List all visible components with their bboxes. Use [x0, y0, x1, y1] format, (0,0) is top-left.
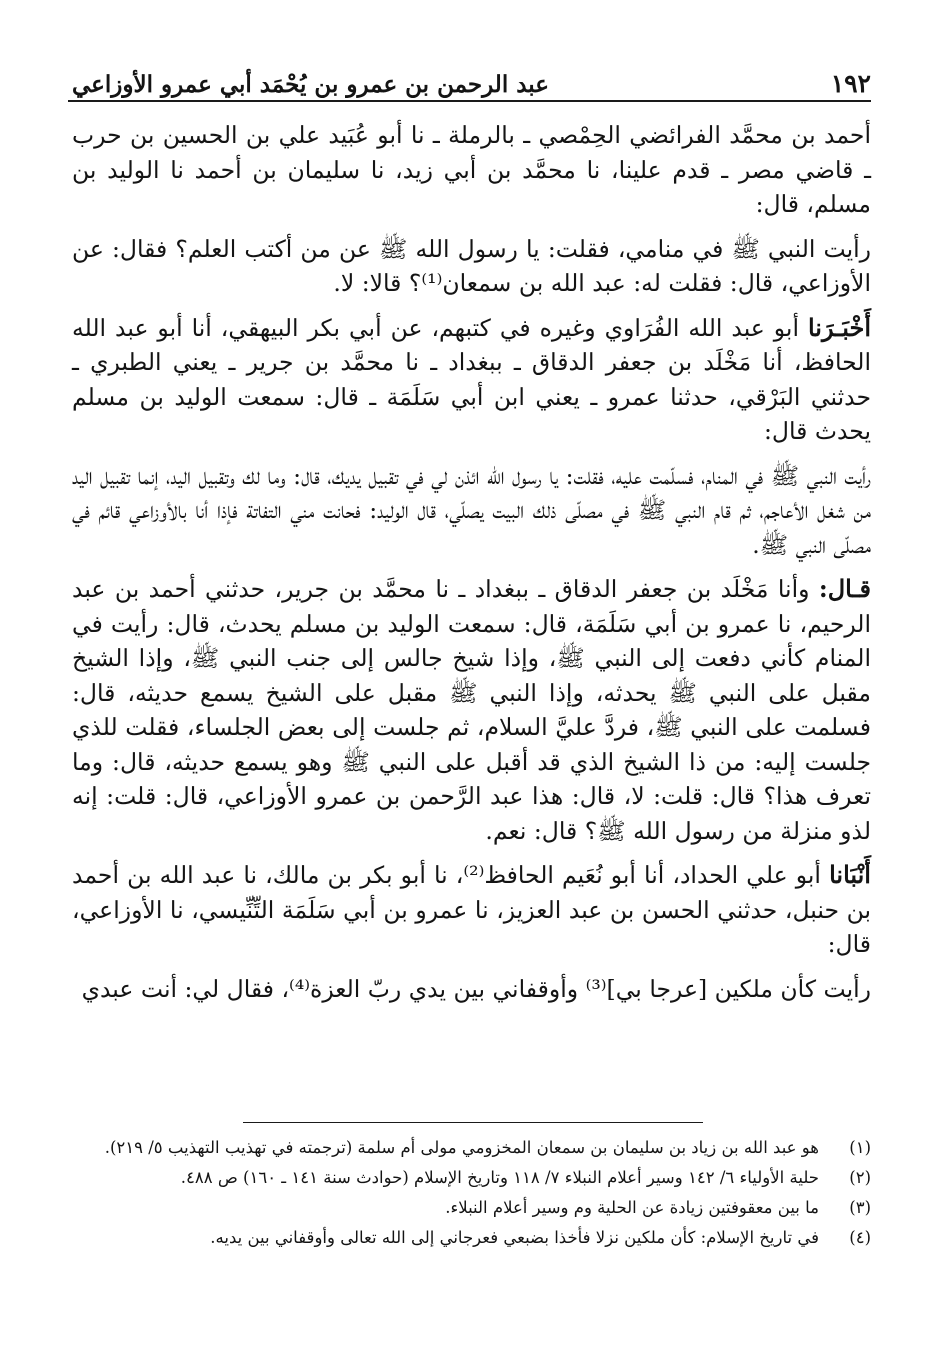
paragraph-text: وأنا مَخْلَد بن جعفر الدقاق ـ ببغداد ـ نا محمَّد بن جرير، حدثني أحمد بن عبد الرحيم، نا عمرو بن أبي سَلَمَة، قال: سمعت الوليد بن مسلم يحدث، قال: رأيت في المنام كأني دفعت إلى النبي ﷺ، وإذا شيخ جالس إلى جنب النبي ﷺ، وإذا الشيخ مقبل على النبي ﷺ يحدثه، وإذا النبي ﷺ مقبل على الشيخ يسمع حديثه، قال: فسلمت على النبي ﷺ، فردَّ عليَّ السلام، ثم جلست إلى بعض الجلساء، فقلت للذي جلست إليه: من ذا الشيخ الذي قد أقبل على النبي ﷺ وهو يسمع حديثه، قال: وما تعرف هذا؟ قال: قلت: لا، قال: هذا عبد الرَّحمن بن عمرو الأوزاعي، قال: قلت: إنه لذو منزلة من رسول الله ﷺ؟ قال: نعم.	[72, 575, 871, 845]
footnote-number: (٤)	[849, 1228, 871, 1247]
footnote-number: (١)	[849, 1138, 871, 1157]
footnote-text: حلية الأولياء ٦/ ١٤٢ وسير أعلام النبلاء ٧/ ١١٨ وتاريخ الإسلام (حوادث سنة ١٤١ ـ ١٦٠) ص ٤٨٨.	[180, 1168, 819, 1187]
paragraph-text: رأيت النبي ﷺ في منامي، فقلت: يا رسول الله ﷺ عن من أكتب العلم؟ فقال: عن الأوزاعي، قال: فقلت له: عبد الله بن سمعان⁽¹⁾؟ قالا: لا.	[72, 234, 871, 297]
paragraph-5	[72, 572, 871, 848]
footnote-2	[72, 1165, 871, 1190]
paragraph-3	[72, 311, 871, 449]
footnote-number: (٢)	[849, 1168, 871, 1187]
paragraph-text: أبو عبد الله الفُرَاوي وغيره في كتبهم، عن أبي بكر البيهقي، أنا أبو عبد الله الحافظ، أنا مَخْلَد بن جعفر الدقاق ـ ببغداد ـ نا محمَّد بن جرير ـ يعني الطبري ـ حدثني البَرْقي، حدثنا عمرو ـ يعني ابن أبي سَلَمَة ـ قال: سمعت الوليد بن مسلم يحدث قال:	[72, 313, 871, 445]
footnote-divider	[243, 1122, 703, 1123]
paragraph-4	[72, 459, 871, 563]
main-text	[72, 118, 871, 1016]
footnote-4	[72, 1225, 871, 1250]
header-divider	[68, 100, 871, 102]
paragraph-lead-word: قـال:	[818, 574, 871, 603]
paragraph-text: أحمد بن محمَّد الفرائضي الحِمْصي ـ بالرملة ـ نا أبو عُبَيد علي بن الحسين بن حرب ـ قاضي مصر ـ قدم علينا، نا محمَّد بن أبي زيد، نا سليمان بن أحمد نا الوليد بن مسلم، قال:	[72, 121, 871, 218]
footnote-text: في تاريخ الإسلام: كأن ملكين نزلا فأخذا بضبعي فعرجاني إلى الله تعالى وأوقفاني بين يديه.	[210, 1228, 819, 1247]
running-title: عبد الرحمن بن عمرو بن يُحْمَد أبي عمرو الأوزاعي	[72, 71, 549, 98]
paragraph-text: رأيت كأن ملكين [عرجا بي]⁽³⁾ وأوقفاني بين يدي ربّ العزة⁽⁴⁾، فقال لي: أنت عبدي	[81, 974, 871, 1003]
paragraph-7	[72, 972, 871, 1007]
page-header	[72, 48, 871, 96]
footnote-1	[72, 1135, 871, 1160]
footnote-text: هو عبد الله بن زياد بن سليمان بن سمعان المخزومي مولى أم سلمة (ترجمته في تهذيب التهذيب ٥/ ٢١٩).	[104, 1138, 819, 1157]
footnote-3	[72, 1195, 871, 1220]
paragraph-lead-word: أَخْبَـرَنا	[807, 312, 871, 342]
paragraph-lead-word: أَنْبَانا	[829, 860, 871, 889]
paragraph-2	[72, 232, 871, 301]
footnote-text: ما بين معقوفتين زيادة عن الحلية وم وسير أعلام النبلاء.	[445, 1198, 819, 1217]
paragraph-1	[72, 118, 871, 222]
page-number: ١٩٢	[830, 69, 871, 98]
paragraph-6	[72, 858, 871, 962]
footnotes	[72, 1135, 871, 1255]
footnote-number: (٣)	[849, 1198, 871, 1217]
paragraph-text: أبو علي الحداد، أنا أبو نُعَيم الحافظ⁽²⁾، نا أبو بكر بن مالك، نا عبد الله بن أحمد بن حنبل، حدثني الحسن بن عبد العزيز، نا عمرو بن أبي سَلَمَة التِّنِّيسي، نا الأوزاعي، قال:	[72, 861, 871, 958]
paragraph-text: رأيت النبي ﷺ في المنام، فسلّمت عليه، فقلت: يا رسول الله ائذن لي في تقبيل يديك، قال: وما لك وتقبيل اليد، إنما تقبيل اليد من شغل الأعاجم، ثم قام النبي ﷺ في مصلّى ذلك البيت يصلّي، قال الوليد: فحانت مني التفاتة فإذا أنا بالأوزاعي قائم في مصلّى النبي ﷺ.	[72, 461, 871, 559]
